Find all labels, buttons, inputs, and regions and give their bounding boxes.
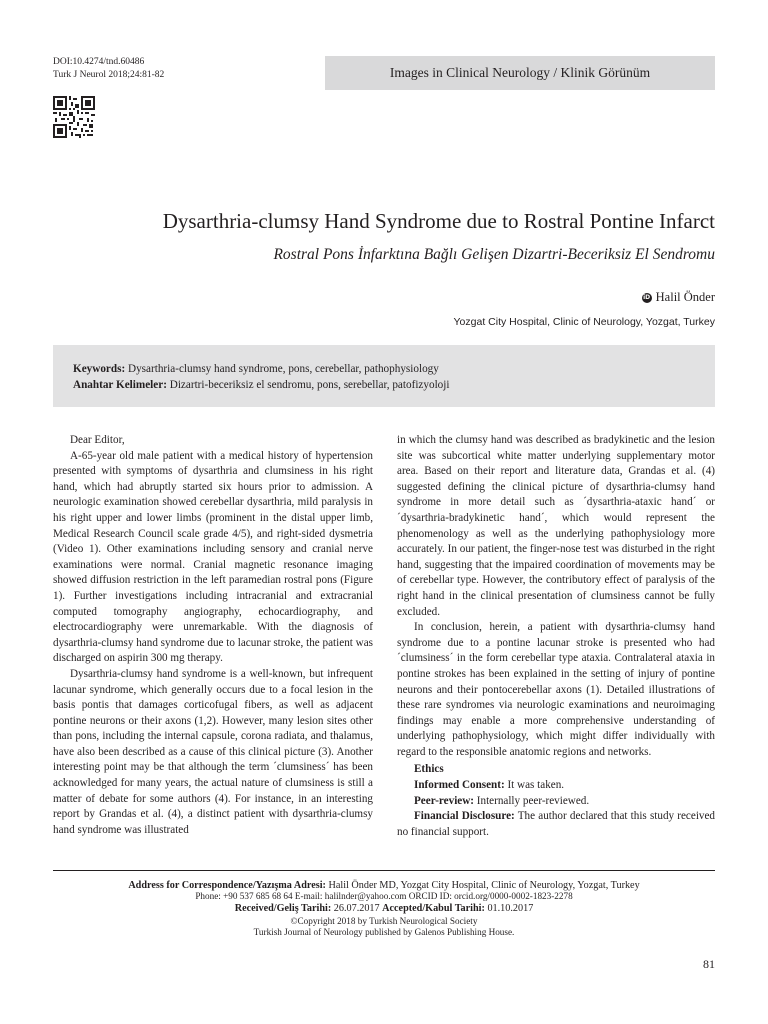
peer-review xyxy=(397,794,715,810)
section-label: Images in Clinical Neurology / Klinik Görünüm xyxy=(389,65,651,80)
qr-code-icon xyxy=(53,96,95,138)
author-name: Halil Önder xyxy=(655,290,715,304)
address-text: Halil Önder MD, Yozgat City Hospital, Clinic of Neurology, Yozgat, Turkey xyxy=(325,880,640,891)
keywords-tr-text: Dizartri-beceriksiz el sendromu, pons, serebellar, patofizyoloji xyxy=(169,379,450,391)
dates-line xyxy=(53,903,715,914)
consent-text: It was taken. xyxy=(504,779,565,792)
paragraph-continued: in which the clumsy hand was described as bradykinetic and the lesion site was subcortical white matter underlying supplementary motor area. Based on their report and literature data, Grandas et al. (4) suggested defining the clinical picture of dysarthria-clumsy hand syndrome in more detail such as ´dysarthria-ataxic hand´ or ´dysarthria-bradykinetic hand´, which would represent the phenomenology as well as the underlying pathophysiology more accurately. In our patient, the finger-nose test was disturbed in the right hand, suggesting that the impaired coordination of movements may be of cerebellar type. However, the contributory effect of paralysis of the right hand in the clinical presentation of clumsiness cannot be fully excluded. xyxy=(397,434,715,618)
publisher: Turkish Journal of Neurology published by Galenos Publishing House. xyxy=(253,927,515,938)
peer-label: Peer-review: xyxy=(414,794,474,807)
footer xyxy=(53,880,715,938)
consent-label: Informed Consent: xyxy=(414,779,505,792)
accepted-label: Accepted/Kabul Tarihi: xyxy=(382,902,485,914)
citation: Turk J Neurol 2018;24:81-82 xyxy=(53,70,165,80)
greeting: Dear Editor, xyxy=(70,434,125,446)
keywords-tr-label: Anahtar Kelimeler: xyxy=(73,379,167,391)
informed-consent xyxy=(397,778,715,794)
address-label: Address for Correspondence/Yazışma Adresi: xyxy=(128,880,326,891)
orcid-icon[interactable]: iD xyxy=(643,293,651,301)
keywords-box xyxy=(53,345,715,407)
received-label: Received/Geliş Tarihi: xyxy=(234,902,332,914)
body-column-left xyxy=(53,433,373,838)
article-title: Dysarthria-clumsy Hand Syndrome due to Rostral Pontine Infarct xyxy=(162,209,715,233)
page-number: 81 xyxy=(703,957,715,971)
keywords-en-label: Keywords: xyxy=(73,363,126,375)
peer-text: Internally peer-reviewed. xyxy=(474,794,590,807)
footer-divider xyxy=(53,870,715,871)
keywords-en xyxy=(73,363,439,375)
ethics-heading: Ethics xyxy=(414,763,444,776)
correspondence-address xyxy=(53,880,715,891)
author-line xyxy=(642,290,715,305)
article-subtitle: Rostral Pons İnfarktına Bağlı Gelişen Dizartri-Beceriksiz El Sendromu xyxy=(273,246,715,263)
section-banner xyxy=(325,56,715,90)
paragraph: Dysarthria-clumsy hand syndrome is a well-known, but infrequent lacunar syndrome, which generally occurs due to a focal lesion in the basis pontis that damages corticofugal fibers, as well as adjacent pontine neurons or their axons (1,2). However, many lesion sites other than pons, including the internal capsule, corona radiata, and thalamus, have also been described as a cause of this clinical picture (3). Another interesting point may be that although the term ´clumsiness´ has been acknowledged for many years, the actual nature of clumsiness is still a matter of debate for some authors (4). For instance, in an interesting report by Grandas et al. (4), a distinct patient with dysarthria-clumsy hand syndrome was illustrated xyxy=(53,667,373,836)
author-affiliation: Yozgat City Hospital, Clinic of Neurology, Yozgat, Turkey xyxy=(453,316,715,328)
financial-disclosure xyxy=(397,809,715,840)
body-column-right xyxy=(397,433,715,840)
doi: DOI:10.4274/tnd.60486 xyxy=(53,57,145,67)
financial-label: Financial Disclosure: xyxy=(414,810,515,823)
keywords-tr xyxy=(73,379,450,391)
financial-text: The author declared that this study received no financial support. xyxy=(397,810,715,838)
contact-line: Phone: +90 537 685 68 64 E-mail: halilnder@yahoo.com ORCID ID: orcid.org/0000-0002-1823-2278 xyxy=(195,891,573,902)
doi-citation xyxy=(53,56,164,82)
paragraph: In conclusion, herein, a patient with dysarthria-clumsy hand syndrome due to a pontine lacunar stroke is presented who had ´clumsiness´ in the form cerebellar type ataxia. Contralateral ataxia in pontine strokes has been explained in the setting of injury of pontine neurons and their pontocerebellar axons (1). Detailed illustrations of these rare syndromes via neurologic examinations and neuroimaging findings may enable a more comprehensive understanding of underlying pathophysiology, which might differ individually with regard to the responsible anatomic regions and networks. xyxy=(397,621,715,758)
copyright: ©Copyright 2018 by Turkish Neurological Society xyxy=(290,915,478,926)
paragraph: A-65-year old male patient with a medical history of hypertension presented with symptoms of dysarthria and clumsiness in his right hand, which had abruptly started six hours prior to admission. A neurologic examination showed cerebellar dysarthria, mild paralysis in his right upper and lower limbs (prominent in the distal upper limb, Medical Research Council scale grade 4/5), and right-sided dysmetria (Video 1). Other examinations including sensory and cranial nerve examinations were normal. Cranial magnetic resonance imaging showed diffusion restriction in the left paramedian rostral pons (Figure 1). Further investigations including intracranial and extracranial computed tomography angiography, echocardiography, and electrocardiography were unremarkable. With the diagnosis of dysarthria-clumsy hand syndrome due to lacunar stroke, the patient was discharged on aspirin 300 mg therapy. xyxy=(53,449,373,665)
received-date: 26.07.2017 xyxy=(331,902,383,914)
accepted-date: 01.10.2017 xyxy=(484,902,534,914)
keywords-en-text: Dysarthria-clumsy hand syndrome, pons, cerebellar, pathophysiology xyxy=(128,363,439,375)
